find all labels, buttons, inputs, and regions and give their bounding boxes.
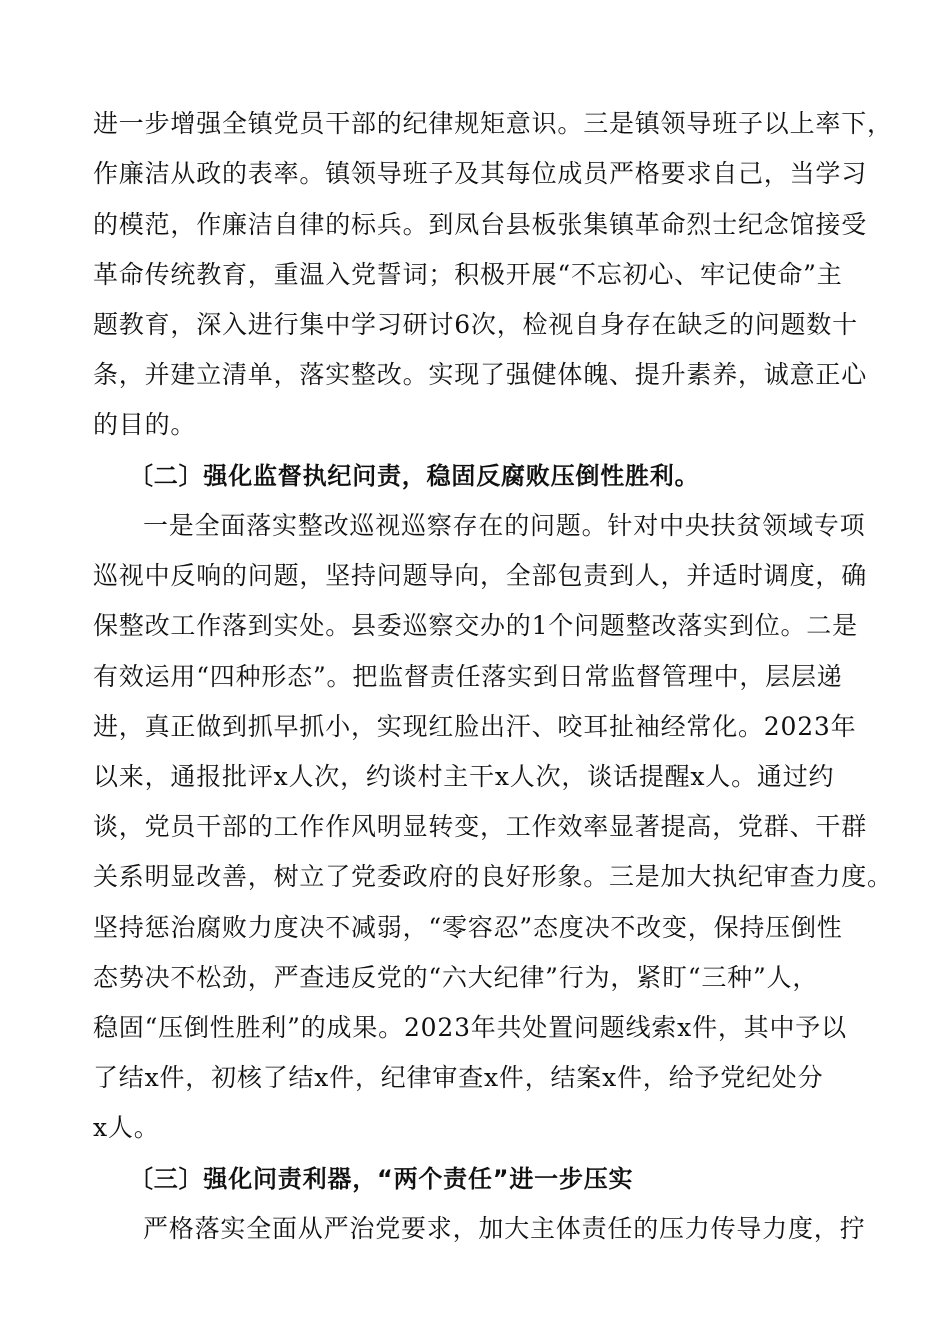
section-heading-2: 〔二〕强化监督执纪问责，稳固反腐败压倒性胜利。 bbox=[129, 462, 700, 490]
paragraph-line: 进，真正做到抓早抓小，实现红脸出汗、咬耳扯袖经常化。2023年 bbox=[93, 712, 857, 741]
paragraph-line: 关系明显改善，树立了党委政府的良好形象。三是加大执纪审查力度。 bbox=[93, 862, 893, 891]
paragraph-line: 进一步增强全镇党员干部的纪律规矩意识。三是镇领导班子以上率下， bbox=[93, 109, 893, 138]
paragraph-line: 谈，党员干部的工作作风明显转变，工作效率显著提高，党群、干群 bbox=[93, 812, 868, 841]
paragraph-line: 严格落实全面从严治党要求，加大主体责任的压力传导力度，拧 bbox=[143, 1214, 866, 1243]
paragraph-line: 有效运用“四种形态”。把监督责任落实到日常监督管理中，层层递 bbox=[93, 662, 843, 691]
paragraph-line: 以来，通报批评x人次，约谈村主干x人次，谈话提醒x人。通过约 bbox=[93, 762, 835, 791]
paragraph-line: 稳固“压倒性胜利”的成果。2023年共处置问题线索x件，其中予以 bbox=[93, 1013, 847, 1042]
paragraph-line: 一是全面落实整改巡视巡察存在的问题。针对中央扶贫领域专项 bbox=[143, 511, 866, 540]
paragraph-line: x人。 bbox=[93, 1113, 160, 1142]
paragraph-line: 作廉洁从政的表率。镇领导班子及其每位成员严格要求自己，当学习 bbox=[93, 159, 868, 188]
paragraph-line: 革命传统教育，重温入党誓词；积极开展“不忘初心、牢记使命”主 bbox=[93, 260, 843, 289]
paragraph-line: 的模范，作廉洁自律的标兵。到凤台县板张集镇革命烈士纪念馆接受 bbox=[93, 210, 868, 239]
paragraph-line: 态势决不松劲，严查违反党的“六大纪律”行为，紧盯“三种”人， bbox=[93, 963, 819, 992]
paragraph-line: 的目的。 bbox=[93, 410, 197, 439]
section-heading-3: 〔三〕强化问责利器，“两个责任”进一步压实 bbox=[129, 1165, 634, 1193]
paragraph-line: 保整改工作落到实处。县委巡察交办的1个问题整改落实到位。二是 bbox=[93, 611, 858, 640]
paragraph-line: 巡视中反响的问题，坚持问题导向，全部包责到人，并适时调度，确 bbox=[93, 561, 868, 590]
paragraph-line: 了结x件，初核了结x件，纪律审查x件，结案x件，给予党纪处分 bbox=[93, 1063, 824, 1092]
paragraph-line: 坚持惩治腐败力度决不减弱，“零容忍”态度决不改变，保持压倒性 bbox=[93, 913, 843, 942]
paragraph-line: 条，并建立清单，落实整改。实现了强健体魄、提升素养，诚意正心 bbox=[93, 360, 868, 389]
paragraph-line: 题教育，深入进行集中学习研讨6次，检视自身存在缺乏的问题数十 bbox=[93, 310, 858, 339]
